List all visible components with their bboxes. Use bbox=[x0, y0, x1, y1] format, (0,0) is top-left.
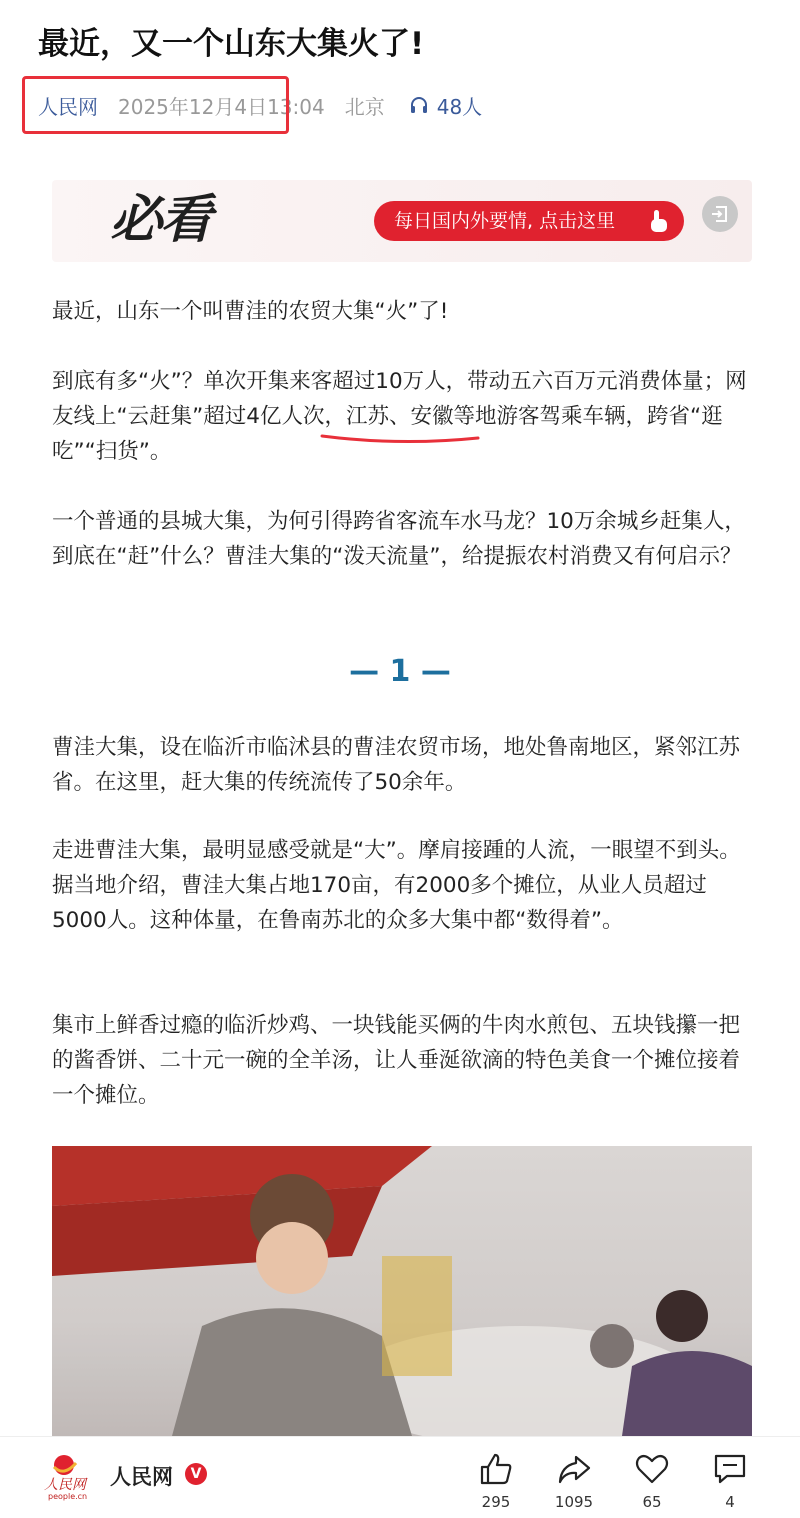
publish-location: 北京 bbox=[344, 94, 385, 119]
svg-text:人民网: 人民网 bbox=[44, 1477, 86, 1493]
thumbs-up-icon bbox=[478, 1451, 514, 1487]
paragraph-4: 曹洼大集，设在临沂市临沭县的曹洼农贸市场，地处鲁南地区，紧邻江苏省。在这里，赶大集的传统流传了50余年。 bbox=[52, 735, 741, 795]
like-button[interactable] bbox=[466, 1451, 526, 1511]
paragraph-3: 一个普通的县城大集，为何引得跨省客流车水马龙？10万余城乡赶集人，到底在“赶”什么？曹洼大集的“泼天流量”，给提振农村消费又有何启示？ bbox=[52, 509, 746, 569]
logo-caption: people.cn bbox=[48, 1492, 88, 1501]
handwritten-underline bbox=[320, 432, 480, 444]
tap-hand-icon bbox=[646, 208, 670, 234]
paragraph-1: 最近，山东一个叫曹洼的农贸大集“火”了! bbox=[52, 299, 449, 324]
headphones-icon bbox=[409, 95, 429, 115]
paragraph-5: 走进曹洼大集，最明显感受就是“大”。摩肩接踵的人流，一眼望不到头。据当地介绍，曹洼大集占地170亩，有2000多个摊位，从业人员超过5000人。这种体量，在鲁南苏北的众多大集中都“数得着”。 bbox=[52, 838, 741, 933]
bottom-action-bar bbox=[0, 1436, 800, 1518]
article-photo[interactable] bbox=[52, 1146, 752, 1436]
share-button[interactable] bbox=[544, 1451, 604, 1511]
publish-date: 2025年12月4日13:04 bbox=[118, 94, 325, 119]
publisher-name[interactable]: 人民网 bbox=[110, 1465, 173, 1489]
article-title: 最近，又一个山东大集火了! bbox=[38, 26, 425, 62]
share-count: 1095 bbox=[554, 1493, 594, 1511]
favorite-count: 65 bbox=[642, 1493, 662, 1511]
listen-button[interactable] bbox=[409, 91, 482, 120]
paragraph-2: 到底有多“火”？单次开集来客超过10万人，带动五六百万元消费体量；网友线上“云赶集”超过4亿人次，江苏、安徽等地游客驾乘车辆，跨省“逛吃”“扫货”。 bbox=[52, 369, 747, 464]
banner-cta-label: 每日国内外要情, 点击这里 bbox=[394, 210, 616, 232]
source-link[interactable]: 人民网 bbox=[38, 94, 98, 119]
highlight-box bbox=[22, 76, 289, 134]
banner-cta-button[interactable] bbox=[374, 201, 684, 241]
exit-icon[interactable] bbox=[702, 196, 738, 232]
paragraph-6: 集市上鲜香过瘾的临沂炒鸡、一块钱能买俩的牛肉水煎包、五块钱攥一把的酱香饼、二十元一碗的全羊汤，让人垂涎欲滴的特色美食一个摊位接着一个摊位。 bbox=[52, 1013, 741, 1108]
favorite-button[interactable] bbox=[622, 1451, 682, 1511]
promo-banner[interactable] bbox=[52, 180, 752, 262]
share-icon bbox=[556, 1451, 592, 1487]
comment-button[interactable] bbox=[700, 1451, 760, 1511]
listener-count: 48人 bbox=[436, 94, 483, 119]
comment-count: 4 bbox=[725, 1493, 735, 1511]
heart-icon bbox=[634, 1451, 670, 1487]
publisher-logo-icon[interactable] bbox=[42, 1451, 90, 1501]
like-count: 295 bbox=[481, 1493, 511, 1511]
comment-icon bbox=[712, 1451, 748, 1487]
banner-logo: 必看 bbox=[110, 190, 211, 250]
section-heading: — 1 — bbox=[349, 654, 451, 689]
verified-badge: V bbox=[185, 1463, 207, 1485]
